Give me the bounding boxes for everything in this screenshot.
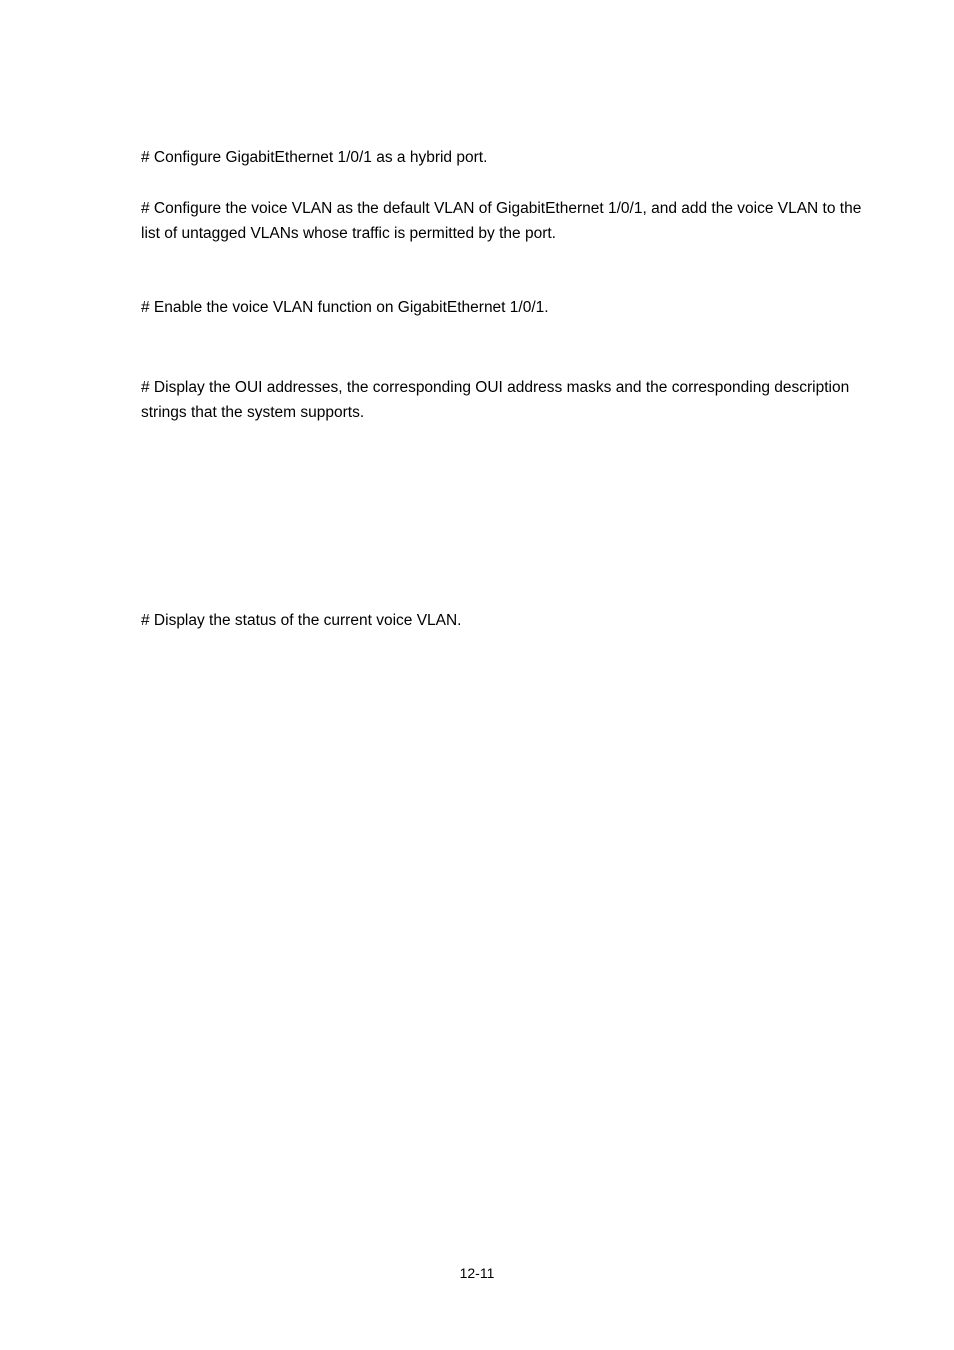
page-number: 12-11 (459, 1265, 495, 1281)
paragraph-display-voice-vlan-status: # Display the status of the current voice VLAN. (141, 612, 462, 629)
paragraph-configure-hybrid-port: # Configure GigabitEthernet 1/0/1 as a hybrid port. (141, 149, 488, 166)
paragraph-configure-default-vlan: # Configure the voice VLAN as the default VLAN of GigabitEthernet 1/0/1, and add the voice VLAN to the list of untagged VLANs whose traffic is permitted by the port. (141, 200, 862, 242)
paragraph-display-oui-addresses: # Display the OUI addresses, the corresponding OUI address masks and the corresponding description strings that the system supports. (141, 379, 850, 421)
paragraph-enable-voice-vlan: # Enable the voice VLAN function on GigabitEthernet 1/0/1. (141, 299, 549, 316)
